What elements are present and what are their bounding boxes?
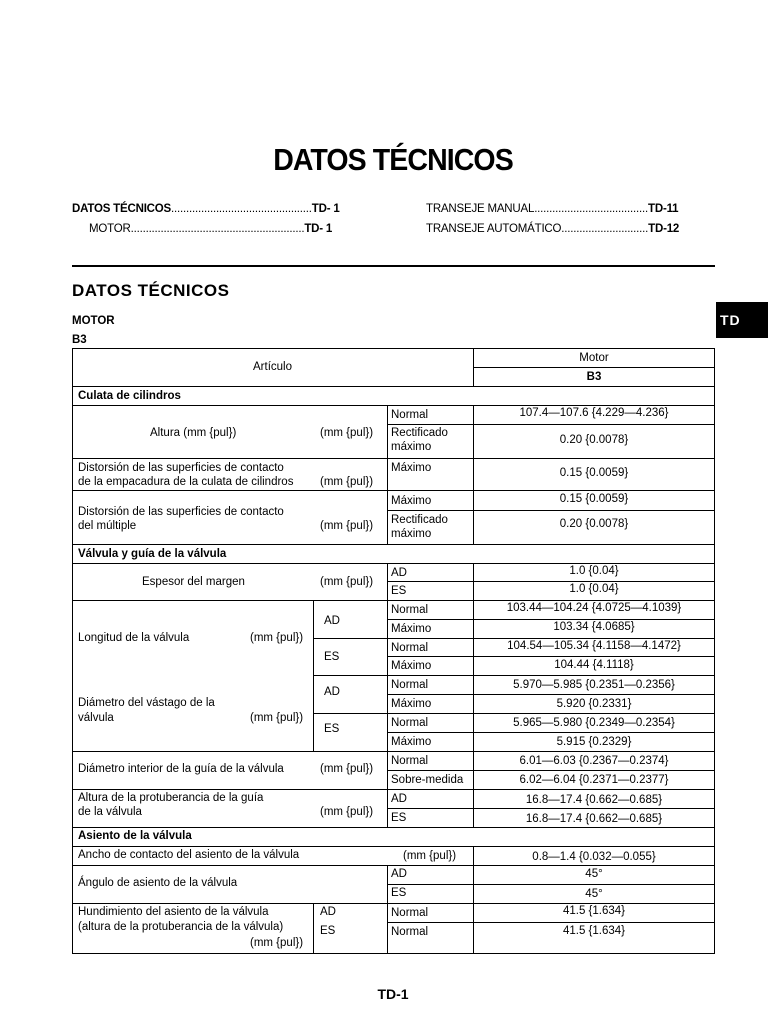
table-border-top: [72, 348, 715, 349]
val-altura-normal: 107.4—107.6 {4.229—4.236}: [519, 407, 669, 419]
val-diametro-1: 5.970—5.985 {0.2351—0.2356}: [513, 679, 675, 691]
unit-dist-emp: (mm {pul}): [320, 476, 374, 488]
label-dist-mult: Distorsión de las superficies de contacto: [78, 506, 284, 518]
sub-angulo-es: ES: [391, 887, 407, 899]
section-asiento: Asiento de la válvula: [78, 830, 192, 842]
table-line: [313, 713, 715, 714]
table-line: [72, 827, 715, 828]
unit-espesor: (mm {pul}): [320, 576, 374, 588]
unit-ancho: (mm {pul}): [403, 850, 457, 862]
toc-entry-motor[interactable]: MOTOR..........................................................TD- 1: [89, 223, 333, 235]
table-line: [387, 563, 388, 827]
sub-longitud-4: Máximo: [391, 660, 432, 672]
unit-longitud: (mm {pul}): [250, 632, 304, 644]
table-line: [387, 656, 715, 657]
sub-dist-mult-rect: Rectificado máximo: [391, 514, 448, 540]
table-line: [387, 424, 715, 425]
val-hund-2: 41.5 {1.634}: [562, 925, 626, 937]
val-ancho: 0.8—1.4 {0.032—0.055}: [532, 851, 656, 863]
sub-hund-1: Normal: [391, 907, 429, 919]
sub-longitud-3: Normal: [391, 642, 429, 654]
table-line: [72, 458, 715, 459]
label-dist-mult-2: del múltiple: [78, 520, 137, 532]
label-guia: Diámetro interior de la guía de la válvula: [78, 763, 284, 775]
sub-diametro-2: Máximo: [391, 698, 432, 710]
table-line: [72, 846, 715, 847]
section-culata: Culata de cilindros: [78, 390, 181, 402]
section-valvula: Válvula y guía de la válvula: [78, 548, 227, 560]
table-line: [72, 386, 715, 387]
longitud-es: ES: [324, 651, 340, 663]
unit-dist-mult: (mm {pul}): [320, 520, 374, 532]
val-protub-es: 16.8—17.4 {0.662—0.685}: [525, 813, 663, 825]
sub-angulo-ad: AD: [391, 868, 407, 880]
page-title: DATOS TÉCNICOS: [273, 142, 513, 177]
header-articulo: Artículo: [253, 361, 292, 373]
table-line: [313, 675, 715, 676]
header-motor: Motor: [579, 352, 609, 364]
val-longitud-4: 104.44 {4.1118}: [554, 659, 634, 671]
unit-altura: (mm {pul}): [320, 427, 374, 439]
label-ancho: Ancho de contacto del asiento de la válvula: [78, 849, 300, 861]
table-line: [387, 865, 388, 953]
unit-diametro: (mm {pul}): [250, 712, 304, 724]
table-line: [72, 789, 715, 790]
label-diametro: Diámetro del vástago de la: [78, 697, 215, 709]
toc-entry-datos[interactable]: DATOS TÉCNICOS...............................................TD- 1: [72, 203, 340, 215]
label-diametro-2: válvula: [78, 712, 114, 724]
sub-diametro-4: Máximo: [391, 736, 432, 748]
diametro-ad: AD: [324, 686, 340, 698]
sub-diametro-3: Normal: [391, 717, 429, 729]
longitud-ad: AD: [324, 615, 340, 627]
val-longitud-3: 104.54—105.34 {4.1158—4.1472}: [507, 640, 681, 652]
table-line: [387, 405, 388, 544]
val-diametro-2: 5.920 {0.2331}: [556, 698, 632, 710]
sub-altura-rect: Rectificado máximo: [391, 427, 448, 453]
table-line: [473, 367, 715, 368]
table-line: [72, 865, 715, 866]
val-dist-emp: 0.15 {0.0059}: [559, 467, 629, 479]
val-angulo-ad: 45°: [585, 868, 603, 880]
sub-diametro-1: Normal: [391, 679, 429, 691]
sub-protub-es: ES: [391, 812, 407, 824]
table-line: [387, 770, 715, 771]
label-dist-emp-2: de la empacadura de la culata de cilindros: [78, 476, 294, 488]
val-espesor-ad: 1.0 {0.04}: [569, 565, 619, 577]
table-line: [72, 751, 715, 752]
toc-entry-manual[interactable]: TRANSEJE MANUAL......................................TD-11: [426, 203, 679, 215]
label-angulo: Ángulo de asiento de la válvula: [78, 877, 238, 889]
sub-espesor-es: ES: [391, 585, 407, 597]
sub-longitud-1: Normal: [391, 604, 429, 616]
val-altura-rect: 0.20 {0.0078}: [559, 434, 629, 446]
table-line: [387, 808, 715, 809]
section-title: DATOS TÉCNICOS: [72, 281, 230, 300]
table-line: [313, 903, 314, 953]
unit-guia: (mm {pul}): [320, 763, 374, 775]
val-espesor-es: 1.0 {0.04}: [569, 583, 619, 595]
val-dist-mult-max: 0.15 {0.0059}: [559, 493, 629, 505]
val-protub-ad: 16.8—17.4 {0.662—0.685}: [525, 794, 663, 806]
val-longitud-1: 103.44—104.24 {4.0725—4.1039}: [506, 602, 682, 614]
sub-dist-mult-max: Máximo: [391, 495, 432, 507]
sub-altura-normal: Normal: [391, 409, 429, 421]
val-guia-normal: 6.01—6.03 {0.2367—0.2374}: [519, 755, 669, 767]
table-line: [72, 490, 715, 491]
subheading-engine: B3: [72, 334, 87, 346]
val-guia-sobre: 6.02—6.04 {0.2371—0.2377}: [519, 774, 669, 786]
label-espesor: Espesor del margen: [142, 576, 245, 588]
hund-es: ES: [320, 925, 336, 937]
side-tab[interactable]: TD: [716, 302, 768, 338]
val-longitud-2: 103.34 {4.0685}: [553, 621, 635, 633]
sub-dist-emp: Máximo: [391, 462, 432, 474]
table-border-bottom: [72, 953, 715, 954]
table-line: [387, 884, 715, 885]
label-altura: Altura (mm {pul}): [150, 427, 237, 439]
table-line: [72, 544, 715, 545]
sub-protub-ad: AD: [391, 793, 407, 805]
diametro-es: ES: [324, 723, 340, 735]
table-line: [387, 694, 715, 695]
label-protub-2: de la válvula: [78, 806, 142, 818]
sub-guia-normal: Normal: [391, 755, 429, 767]
sub-guia-sobre: Sobre-medida: [391, 774, 464, 786]
label-dist-emp: Distorsión de las superficies de contacto: [78, 462, 284, 474]
header-b3: B3: [586, 371, 602, 383]
toc-entry-automatico[interactable]: TRANSEJE AUTOMÁTICO.............................TD-12: [426, 223, 680, 235]
unit-hund: (mm {pul}): [250, 937, 304, 949]
page-number: TD-1: [377, 986, 409, 1002]
label-hund: Hundimiento del asiento de la válvula: [78, 906, 269, 918]
val-diametro-4: 5.915 {0.2329}: [556, 736, 632, 748]
val-diametro-3: 5.965—5.980 {0.2349—0.2354}: [513, 717, 675, 729]
val-dist-mult-rect: 0.20 {0.0078}: [559, 518, 629, 530]
table-line: [313, 600, 314, 751]
table-line: [387, 732, 715, 733]
sub-longitud-2: Máximo: [391, 623, 432, 635]
unit-protub: (mm {pul}): [320, 806, 374, 818]
subheading-motor: MOTOR: [72, 315, 115, 327]
label-hund-2: (altura de la protuberancia de la válvula): [78, 921, 284, 933]
table-line: [387, 922, 715, 923]
table-line: [387, 510, 715, 511]
val-hund-1: 41.5 {1.634}: [562, 905, 626, 917]
sub-espesor-ad: AD: [391, 567, 407, 579]
hund-ad: AD: [320, 906, 336, 918]
label-protub: Altura de la protuberancia de la guía: [78, 792, 264, 804]
label-longitud: Longitud de la válvula: [78, 632, 190, 644]
val-angulo-es: 45°: [585, 888, 603, 900]
sub-hund-2: Normal: [391, 926, 429, 938]
table-border-left: [72, 348, 73, 954]
